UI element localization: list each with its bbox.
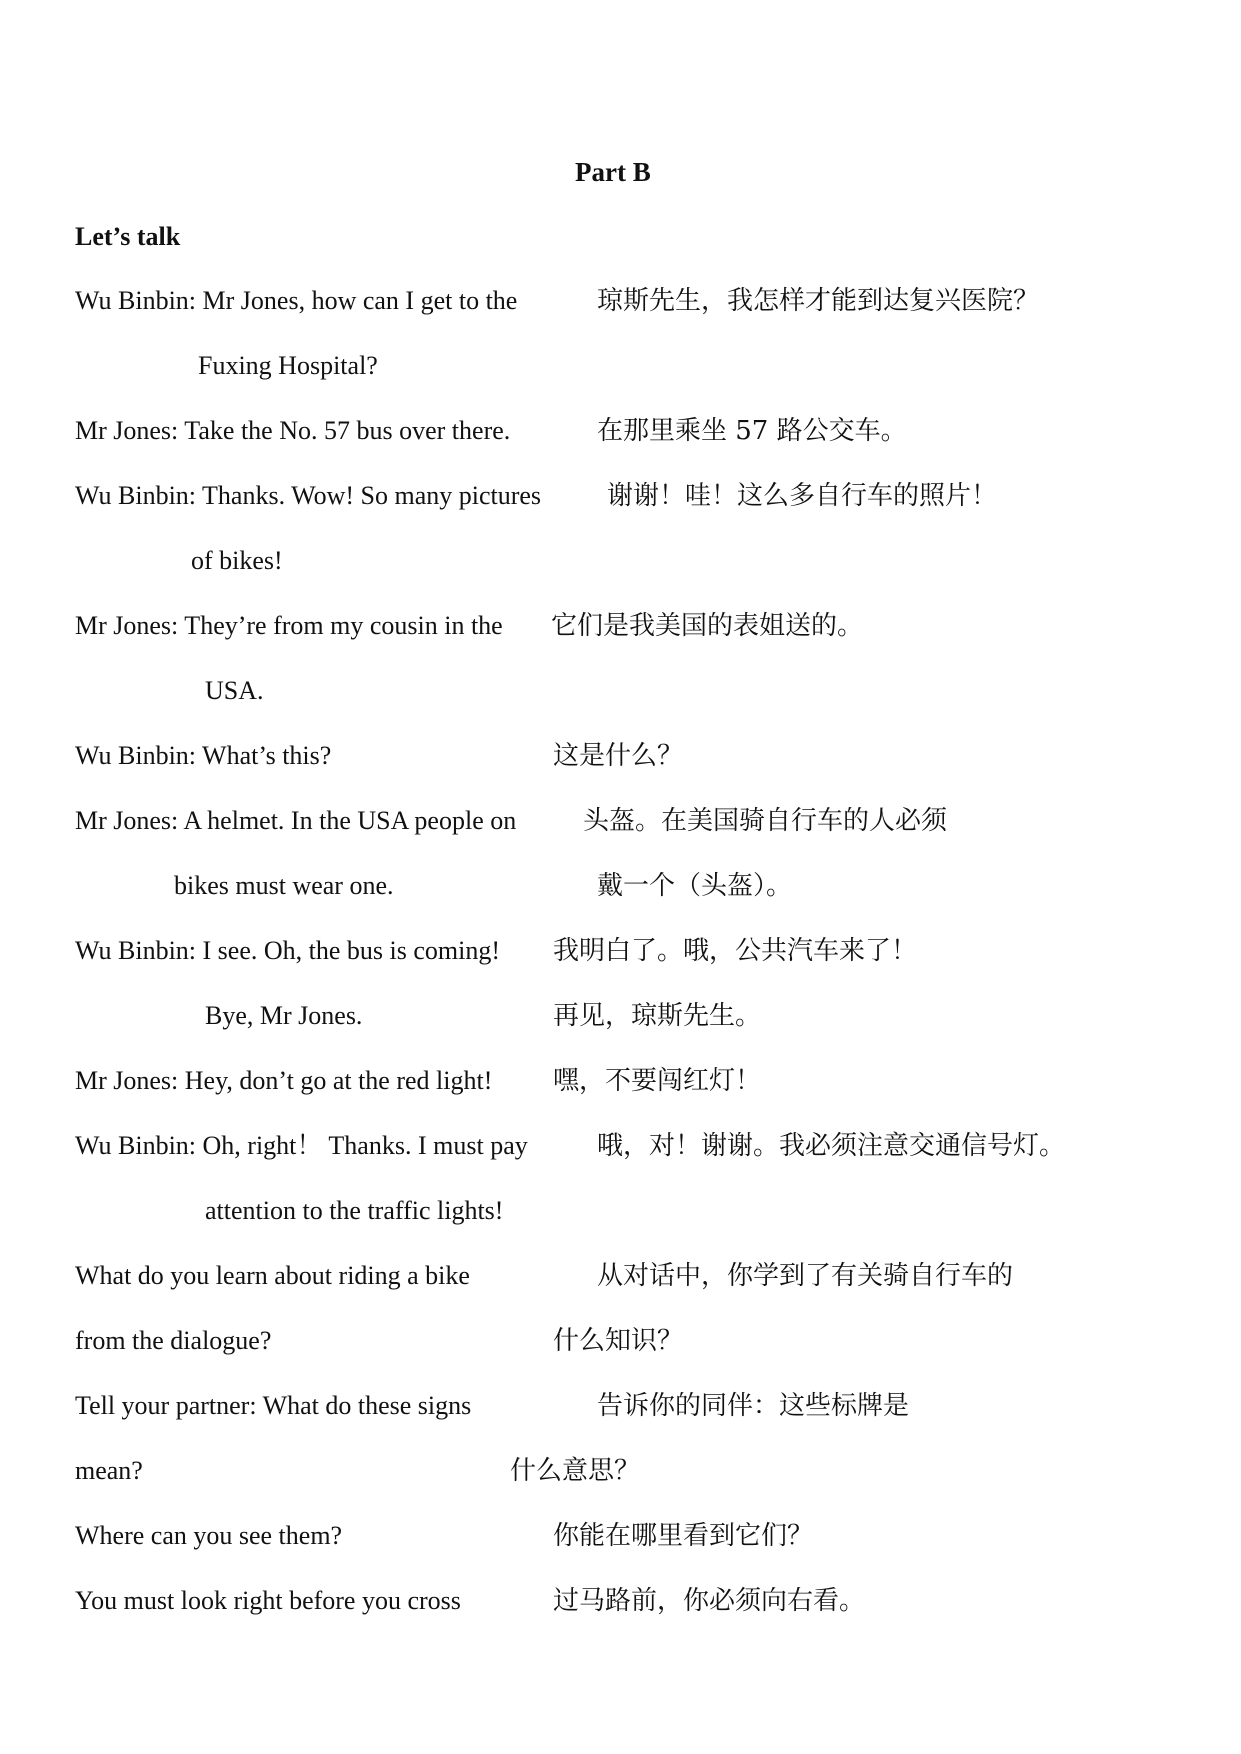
question-zh-line: 过马路前，你必须向右看。 bbox=[553, 1586, 866, 1616]
dialogue-en-line: Mr Jones: They’re from my cousin in the bbox=[75, 611, 503, 640]
question-en-line: Tell your partner: What do these signs bbox=[75, 1391, 472, 1420]
dialogue-en-continuation: bikes must wear one. bbox=[174, 871, 394, 900]
dialogue-zh-continuation: 戴一个（头盔）。 bbox=[597, 871, 793, 901]
dialogue-en-continuation: Fuxing Hospital? bbox=[198, 351, 378, 380]
dialogue-en-continuation: attention to the traffic lights! bbox=[205, 1196, 504, 1225]
dialogue-en-line: Wu Binbin: Oh, right！ Thanks. I must pay bbox=[75, 1131, 528, 1160]
dialogue-en-continuation: of bikes! bbox=[191, 546, 283, 575]
question-zh-continuation: 什么知识？ bbox=[553, 1326, 684, 1356]
dialogue-en-line: Mr Jones: A helmet. In the USA people on bbox=[75, 806, 517, 835]
dialogue-zh-line: 琼斯先生，我怎样才能到达复兴医院？ bbox=[597, 286, 1040, 316]
dialogue-zh-line: 头盔。在美国骑自行车的人必须 bbox=[583, 806, 948, 836]
dialogue-en-line: Mr Jones: Take the No. 57 bus over there. bbox=[75, 416, 511, 445]
dialogue-zh-line: 在那里乘坐 57 路公交车。 bbox=[597, 416, 907, 446]
dialogue-zh-line: 我明白了。哦，公共汽车来了！ bbox=[553, 936, 918, 966]
question-zh-line: 从对话中，你学到了有关骑自行车的 bbox=[597, 1261, 1014, 1291]
dialogue-en-continuation: Bye, Mr Jones. bbox=[205, 1001, 363, 1030]
section-title: Let’s talk bbox=[75, 222, 181, 251]
dialogue-en-line: Wu Binbin: Mr Jones, how can I get to the bbox=[75, 286, 518, 315]
dialogue-en-line: Wu Binbin: What’s this? bbox=[75, 741, 332, 770]
dialogue-zh-line: 谢谢！哇！这么多自行车的照片！ bbox=[607, 481, 998, 511]
question-en-line: Where can you see them? bbox=[75, 1521, 343, 1550]
dialogue-en-line: Wu Binbin: Thanks. Wow! So many pictures bbox=[75, 481, 542, 510]
question-zh-line: 告诉你的同伴：这些标牌是 bbox=[597, 1391, 910, 1421]
question-zh-continuation: 什么意思？ bbox=[510, 1456, 641, 1486]
question-en-continuation: mean? bbox=[75, 1456, 143, 1485]
dialogue-en-continuation: USA. bbox=[205, 676, 264, 705]
dialogue-zh-continuation: 再见，琼斯先生。 bbox=[553, 1001, 762, 1031]
dialogue-zh-line: 哦，对！谢谢。我必须注意交通信号灯。 bbox=[597, 1131, 1066, 1161]
question-en-line: What do you learn about riding a bike bbox=[75, 1261, 470, 1290]
dialogue-en-line: Wu Binbin: I see. Oh, the bus is coming! bbox=[75, 936, 501, 965]
dialogue-zh-line: 它们是我美国的表姐送的。 bbox=[551, 611, 864, 641]
question-zh-line: 你能在哪里看到它们？ bbox=[553, 1521, 814, 1551]
dialogue-zh-line: 这是什么？ bbox=[553, 741, 684, 771]
dialogue-en-line: Mr Jones: Hey, don’t go at the red light! bbox=[75, 1066, 493, 1095]
part-title: Part B bbox=[575, 157, 651, 187]
question-en-continuation: from the dialogue? bbox=[75, 1326, 272, 1355]
dialogue-zh-line: 嘿，不要闯红灯！ bbox=[553, 1066, 762, 1096]
question-en-line: You must look right before you cross bbox=[75, 1586, 461, 1615]
